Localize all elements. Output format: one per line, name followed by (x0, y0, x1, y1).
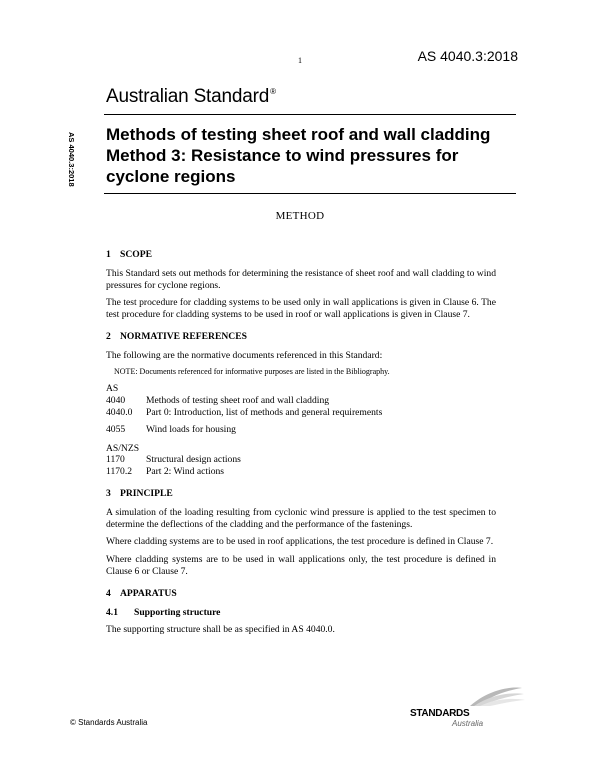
reference-code: 4055 (106, 423, 126, 435)
paragraph: The test procedure for cladding systems to be used only in wall applications is given in Clause 6. The test procedure for cladding systems to be used in roof or wall applications is given in Clause 7. (106, 297, 496, 321)
reference-group-label: AS/NZS (106, 442, 140, 454)
section-number: 2 (106, 330, 111, 342)
section-principle (106, 488, 496, 578)
logo-subtitle: Australia (452, 719, 484, 728)
reference-title: Part 2: Wind actions (146, 466, 225, 478)
subsection-title: Supporting structure (134, 606, 221, 618)
method-heading: METHOD (275, 210, 325, 222)
section-scope (106, 249, 496, 321)
title-rule-bottom (104, 193, 516, 194)
reference-title: Part 0: Introduction, list of methods and general requirements (146, 406, 383, 418)
reference-code: 4040 (106, 395, 126, 407)
document-title (106, 124, 516, 187)
note: NOTE: Documents referenced for informative purposes are listed in the Bibliography. (114, 366, 390, 376)
reference-code: 4040.0 (106, 406, 133, 418)
page-number: 1 (298, 56, 302, 65)
reference-title: Structural design actions (146, 454, 241, 466)
side-document-code (62, 132, 82, 212)
reference-code: 1170.2 (106, 466, 133, 478)
section-title: SCOPE (120, 249, 152, 260)
section-heading (106, 588, 496, 600)
reference-row (106, 407, 496, 419)
title-line-3: cyclone regions (106, 167, 236, 186)
section-heading (106, 331, 496, 343)
section-normative-references (106, 331, 496, 478)
logo-wordmark: STANDARDS (410, 708, 470, 719)
reference-row (106, 424, 496, 436)
document-body (106, 249, 496, 646)
reference-code: 1170 (106, 454, 125, 466)
reference-row (106, 395, 496, 407)
section-heading (106, 488, 496, 500)
paragraph: Where cladding systems are to be used in wall applications only, the test procedure is defined in Clause 6 or Clause 7. (106, 554, 496, 577)
reference-row (106, 466, 496, 478)
section-heading (106, 249, 496, 261)
section-title: NORMATIVE REFERENCES (120, 330, 247, 342)
section-number: 4 (106, 587, 111, 599)
paragraph: The supporting structure shall be as specified in AS 4040.0. (106, 624, 335, 636)
paragraph: Where cladding systems are to be used in roof applications, the test procedure is defined in Clause 7. (106, 536, 494, 548)
standard-label-text: Australian Standard (106, 86, 270, 107)
section-number: 3 (106, 487, 111, 499)
copyright-notice: © Standards Australia (70, 718, 148, 727)
section-number: 1 (106, 249, 111, 260)
paragraph: The following are the normative documents referenced in this Standard: (106, 349, 383, 361)
section-apparatus (106, 588, 496, 636)
subsection-number: 4.1 (106, 606, 118, 618)
side-code-text: AS 4040.3:2018 (67, 132, 76, 187)
document-code: AS 4040.3:2018 (417, 48, 518, 64)
subsection-heading (106, 607, 496, 619)
reference-group-label: AS (106, 383, 119, 395)
section-title: APPARATUS (120, 587, 177, 599)
standard-label (106, 86, 276, 108)
title-line-1: Methods of testing sheet roof and wall cladding (106, 125, 491, 144)
section-title: PRINCIPLE (120, 487, 173, 499)
title-line-2: Method 3: Resistance to wind pressures for (106, 146, 459, 165)
reference-row (106, 454, 496, 466)
title-rule-top (104, 114, 516, 115)
paragraph: A simulation of the loading resulting from cyclonic wind pressure is applied to the test specimen to determine the deflections of the cladding and the performance of the fastenings. (106, 506, 496, 530)
paragraph: This Standard sets out methods for determining the resistance of sheet roof and wall cladding to wind pressures for cyclone regions. (106, 267, 496, 291)
reference-title: Wind loads for housing (146, 423, 236, 435)
reference-title: Methods of testing sheet roof and wall cladding (146, 395, 330, 407)
registered-mark: ® (270, 87, 276, 96)
